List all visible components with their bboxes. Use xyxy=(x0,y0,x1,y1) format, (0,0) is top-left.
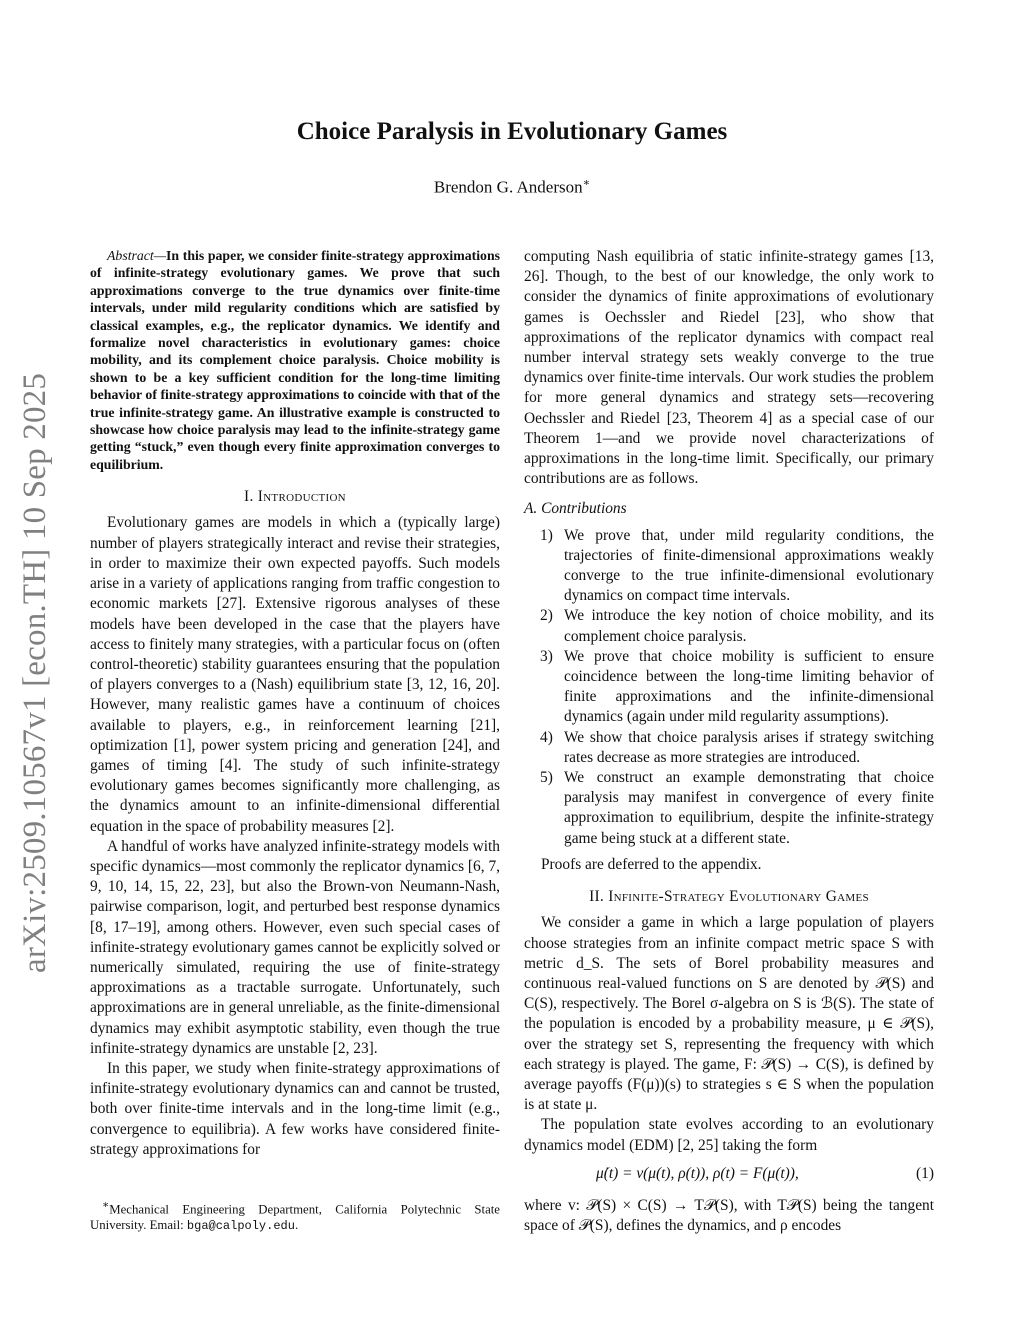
list-item-number: 1) xyxy=(540,526,553,544)
footnote-mark: ∗ xyxy=(102,1200,110,1211)
equation-number: (1) xyxy=(916,1164,934,1182)
arxiv-identifier: arXiv:2509.10567v1 [econ.TH] 10 Sep 2025 xyxy=(17,372,53,973)
abstract xyxy=(90,247,500,473)
abstract-text: In this paper, we consider finite-strategy approximations of infinite-strategy evolutionary games. We prove that such approximations converge to the true dynamics over finite-time intervals, under mild regularity conditions which are satisfied by classical examples, e.g., the replicator dynamics. We identify and formalize novel characteristics in evolutionary games: choice mobility, and its complement choice paralysis. Choice mobility is shown to be a key sufficient condition for the long-time limiting behavior of finite-strategy approximations to coincide with that of the true infinite-strategy game. An illustrative example is constructed to showcase how choice paralysis may lead to the infinite-strategy game getting “stuck,” even though every finite approximation converges to equilibrium. xyxy=(90,248,500,472)
list-item xyxy=(524,728,934,768)
section2-paragraph-2: The population state evolves according to an evolutionary dynamics model (EDM) [2, 25] taking the form xyxy=(524,1116,934,1154)
abstract-label: Abstract— xyxy=(107,248,167,263)
subsection-heading-contributions: A. Contributions xyxy=(524,500,627,518)
right-column xyxy=(524,247,934,1236)
list-item-text: We prove that choice mobility is sufficient to ensure coincidence between the long-time limiting behavior of finite approximations and the infinite-dimensional dynamics (again under mild regularity assumptions). xyxy=(564,647,934,726)
footnote-text: Mechanical Engineering Department, California Polytechnic State University. Email: xyxy=(90,1202,500,1233)
footnote-email-link[interactable]: bga@calpoly.edu xyxy=(186,1219,295,1234)
left-column xyxy=(90,247,500,1160)
list-item-text: We construct an example demonstrating that choice paralysis may manifest in convergence of every finite approximation to equilibrium, despite the infinite-strategy game being stuck at a different state. xyxy=(564,769,934,847)
author-line xyxy=(0,176,1024,198)
list-item-number: 2) xyxy=(540,607,553,625)
equation-1 xyxy=(524,1160,934,1188)
section-heading-introduction: I. Introduction xyxy=(244,488,346,506)
list-item-text: We introduce the key notion of choice mobility, and its complement choice paralysis. xyxy=(564,607,934,645)
list-item xyxy=(524,768,934,849)
paper-title: Choice Paralysis in Evolutionary Games xyxy=(296,118,728,145)
list-item xyxy=(524,526,934,607)
section2-paragraph-1: We consider a game in which a large population of players choose strategies from an infinite compact metric space S with metric d_S. The sets of Borel probability measures and continuous real-valued functions on S are denoted by 𝒫(S) and C(S), respectively. The Borel σ-algebra on S is ℬ(S). The state of the population is encoded by a probability measure, μ ∈ 𝒫(S), over the strategy set S, representing the frequency with which each strategy is played. The game, F: 𝒫(S) → C(S), is defined by average payoffs (F(μ))(s) to strategies s ∈ S when the population is at state μ. xyxy=(524,914,934,1114)
intro-paragraph-2: A handful of works have analyzed infinite-strategy models with specific dynamics—most commonly the replicator dynamics [6, 7, 9, 10, 14, 15, 22, 23], but also the Brown-von Neumann-Nash, pairwise comparison, logit, and perturbed best response dynamics [8, 17–19], among others. However, even such special cases of infinite-strategy evolutionary games cannot be explicitly solved or numerically simulated, requiring the use of finite-strategy approximations as a tractable surrogate. Unfortunately, such approximations are in general unreliable, as the finite-dimensional dynamics may exhibit asymptotic stability, even though the true infinite-strategy dynamics are unstable [2, 23]. xyxy=(90,837,500,1057)
intro-paragraph-1: Evolutionary games are models in which a (typically large) number of players strategically interact and revise their strategies, in order to maximize their own expected payoffs. Such models arise in a variety of applications ranging from traffic congestion to economic markets [27]. Extensive rigorous analyses of these models have been developed in the case that the players have access to finitely many strategies, with a particular focus on (often control-theoretic) stability guarantees ensuring that the population of players converges to a (Nash) equilibrium state [3, 12, 16, 20]. However, many realistic games have a continuum of choices available to players, e.g., in reinforcement learning [21], optimization [1], power system pricing and generation [24], and games of timing [4]. The study of such infinite-strategy evolutionary games becomes significantly more challenging, as the dynamics amount to an infinite-dimensional differential equation in the space of probability measures [2]. xyxy=(90,514,500,835)
author-footnote-mark: ∗ xyxy=(582,177,591,189)
list-item-text: We show that choice paralysis arises if strategy switching rates decrease as more strategies are introduced. xyxy=(564,728,934,766)
equation-body: μ̇(t) = v(μ(t), ρ(t)), ρ(t) = F(μ(t)), xyxy=(596,1164,799,1182)
list-item xyxy=(524,606,934,646)
author-name: Brendon G. Anderson xyxy=(433,177,583,197)
section-heading-infinite-strategy: II. Infinite-Strategy Evolutionary Games xyxy=(589,888,869,906)
section2-paragraph-3: where v: 𝒫(S) × C(S) → T𝒫(S), with T𝒫(S) being the tangent space of 𝒫(S), defines the dynamics, and ρ encodes xyxy=(524,1196,934,1234)
intro-paragraph-3: In this paper, we study when finite-strategy approximations of infinite-strategy evolutionary dynamics can and cannot be trusted, both over finite-time intervals and in the long-time limit (e.g., convergence to equilibria). A few works have considered finite-strategy approximations for xyxy=(90,1059,500,1158)
list-item-number: 4) xyxy=(540,728,553,746)
list-item xyxy=(524,647,934,728)
footnote xyxy=(90,1198,500,1234)
contributions-list xyxy=(524,526,934,849)
list-item-number: 5) xyxy=(540,769,553,787)
list-item-text: We prove that, under mild regularity conditions, the trajectories of finite-dimensional approximations weakly converge to the true infinite-dimensional evolutionary dynamics on compact time intervals. xyxy=(564,526,934,605)
list-item-number: 3) xyxy=(540,647,553,665)
footnote-end: . xyxy=(294,1218,299,1233)
proofs-note: Proofs are deferred to the appendix. xyxy=(541,855,762,873)
intro-paragraph-3-continued: computing Nash equilibria of static infinite-strategy games [13, 26]. Though, to the best of our knowledge, the only work to consider the dynamics of finite approximations of evolutionary games is Oechssler and Riedel [23], who show that approximations of the replicator dynamics with compact real number interval strategy sets weakly converge to the true dynamics over finite-time intervals. Our work studies the problem for more general dynamics and strategy sets—recovering Oechssler and Riedel [23, Theorem 4] as a special case of our Theorem 1—and we provide novel characterizations of approximations in the long-time limit. Specifically, our primary contributions are as follows. xyxy=(524,248,934,488)
